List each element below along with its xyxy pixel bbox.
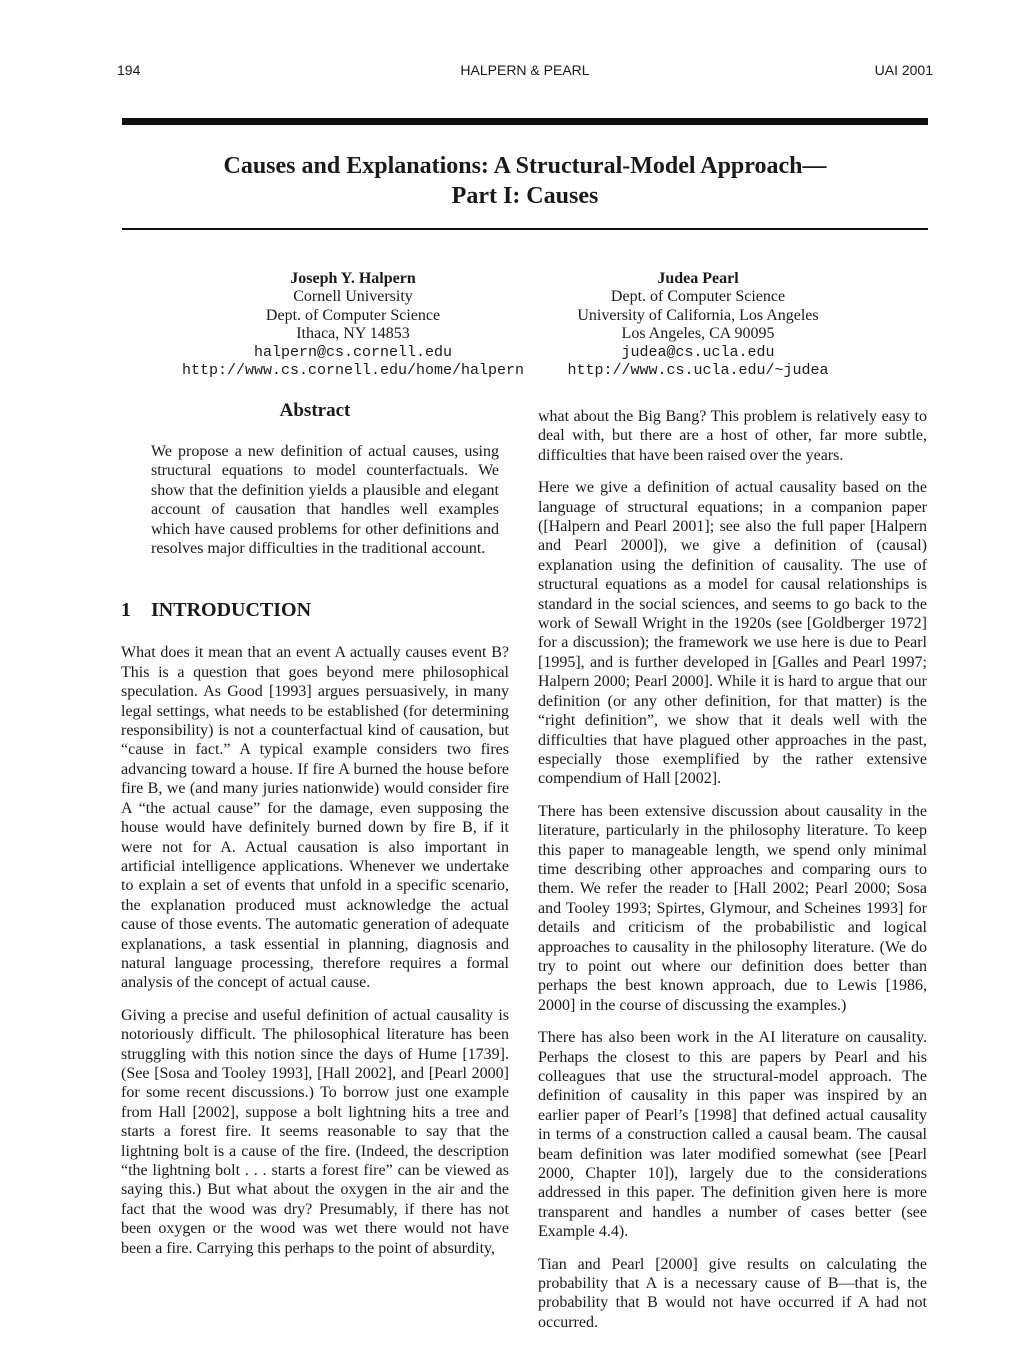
body-paragraph: what about the Big Bang? This problem is relatively easy to deal with, but there are a host of other, far more subtle, difficulties that have been raised over the years.: [538, 408, 927, 464]
body-paragraph: Here we give a definition of actual causality based on the language of structural equations; in a companion paper ([Halpern and Pearl 2001]; see also the full paper [Halpern and Pearl 2000]), we give a definition of (causal) explanation using the definition of causality. The use of structural equations as a model for causal relationships is standard in the social sciences, and seems to go back to the work of Sewall Wright in the 1920s (see [Goldberger 1972] for a discussion); the framework we use here is due to Pearl [1995], and is further developed in [Galles and Pearl 1997; Halpern 2000; Pearl 2000]. While it is hard to argue that our definition (or any other definition, for that matter) is the “right definition”, we show that it deals well with the difficulties that have plagued other approaches in the past, especially those exemplified by the rather extensive compendium of Hall [2002].: [538, 479, 927, 788]
author-url: http://www.cs.cornell.edu/home/halpern: [181, 362, 525, 380]
abstract-heading: Abstract: [279, 400, 351, 421]
abstract-text: We propose a new definition of actual causes, using structural equations to model counterfactuals. We show that the definition yields a plausible and elegant account of causation that handles well examples which have caused problems for other definitions and resolves major difficulties in the traditional account.: [151, 443, 499, 558]
author-affiliation: Dept. of Computer Science: [265, 306, 441, 324]
author-affiliation: University of California, Los Angeles: [577, 306, 819, 324]
running-title: HALPERN & PEARL: [460, 62, 590, 78]
author-block-halpern: [148, 270, 558, 380]
right-column: [538, 407, 927, 1345]
author-email: judea@cs.ucla.edu: [621, 343, 775, 361]
body-paragraph: There has also been work in the AI literature on causality. Perhaps the closest to this are papers by Pearl and his colleagues that use the structural-model approach. The definition of causality in this paper was inspired by an earlier paper of Pearl’s [1998] that defined actual causality in terms of a construction called a causal beam. The causal beam definition was later modified somewhat (see [Pearl 2000, Chapter 10]), largely due to the considerations addressed in this paper. The definition given here is more transparent and handles a number of cases better (see Example 4.4).: [538, 1029, 927, 1241]
section-number: 1: [121, 599, 131, 622]
left-column: [121, 400, 509, 1271]
body-paragraph: There has been extensive discussion about causality in the literature, particularly in the philosophy literature. To keep this paper to manageable length, we spend only minimal time describing other approaches and comparing ours to them. We refer the reader to [Hall 2002; Pearl 2000; Sosa and Tooley 1993; Spirtes, Glymour, and Scheines 1993] for details and criticism of the probabilistic and logical approaches to causality in the philosophy literature. (We do try to point out where our definition does better than perhaps the best known approach, due to Lewis [1986, 2000] in the course of discussing the examples.): [538, 802, 927, 1014]
title-rule-top: [122, 118, 928, 125]
body-paragraph: Giving a precise and useful definition of actual causality is notoriously difficult. The philosophical literature has been struggling with this notion since the days of Hume [1739]. (See [Sosa and Tooley 1993], [Hall 2002], and [Pearl 2000] for some recent discussions.) To borrow just one example from Hall [2002], suppose a bolt lightning hits a tree and starts a forest fire. It seems reasonable to say that the lightning bolt is a cause of the fire. (Indeed, the description “the lightning bolt . . . starts a forest fire” can be viewed as saying this.) But what about the oxygen in the air and the fact that the wood was dry? Presumably, if there has not been oxygen or the wood was wet there would not have been a fire. Carrying this perhaps to the point of absurdity,: [121, 1006, 509, 1257]
section-heading: [121, 598, 509, 622]
venue: UAI 2001: [874, 62, 933, 78]
author-affiliation: Ithaca, NY 14853: [296, 325, 410, 343]
body-paragraph: Tian and Pearl [2000] give results on calculating the probability that A is a necessary cause of B—that is, the probability that B would not have occurred if A had not occurred.: [538, 1255, 927, 1331]
author-name: Judea Pearl: [657, 270, 739, 287]
title-rule-bottom: [122, 228, 928, 230]
author-affiliation: Los Angeles, CA 90095: [621, 325, 775, 343]
running-head: [117, 62, 933, 82]
author-block-pearl: [538, 270, 858, 380]
paper-title-line-2: Part I: Causes: [451, 183, 599, 209]
body-paragraph: What does it mean that an event A actually causes event B? This is a question that goes beyond mere philosophical speculation. As Good [1993] argues persuasively, in many legal settings, what needs to be established (for determining responsibility) is not a counterfactual kind of causation, but “cause in fact.” A typical example considers two fires advancing toward a house. If fire A burned the house before fire B, we (and many juries nationwide) would consider fire A “the actual cause” for the damage, even supposing the house would have definitely burned down by fire B, if it were not for A. Actual causation is also important in artificial intelligence applications. Whenever we undertake to explain a set of events that unfold in a specific scenario, the explanation produced must acknowledge the actual cause of those events. The automatic generation of adequate explanations, a task essential in planning, diagnosis and natural language processing, therefore requires a formal analysis of the concept of actual cause.: [121, 644, 509, 992]
author-affiliation: Dept. of Computer Science: [610, 288, 786, 306]
paper-title: [122, 151, 928, 211]
author-email: halpern@cs.cornell.edu: [253, 343, 453, 361]
section-title: INTRODUCTION: [151, 599, 312, 622]
author-name: Joseph Y. Halpern: [290, 270, 416, 287]
paper-title-line-1: Causes and Explanations: A Structural-Model Approach—: [223, 153, 827, 179]
author-url: http://www.cs.ucla.edu/~judea: [567, 362, 829, 380]
author-affiliation: Cornell University: [293, 288, 413, 306]
page-number: 194: [117, 62, 141, 78]
